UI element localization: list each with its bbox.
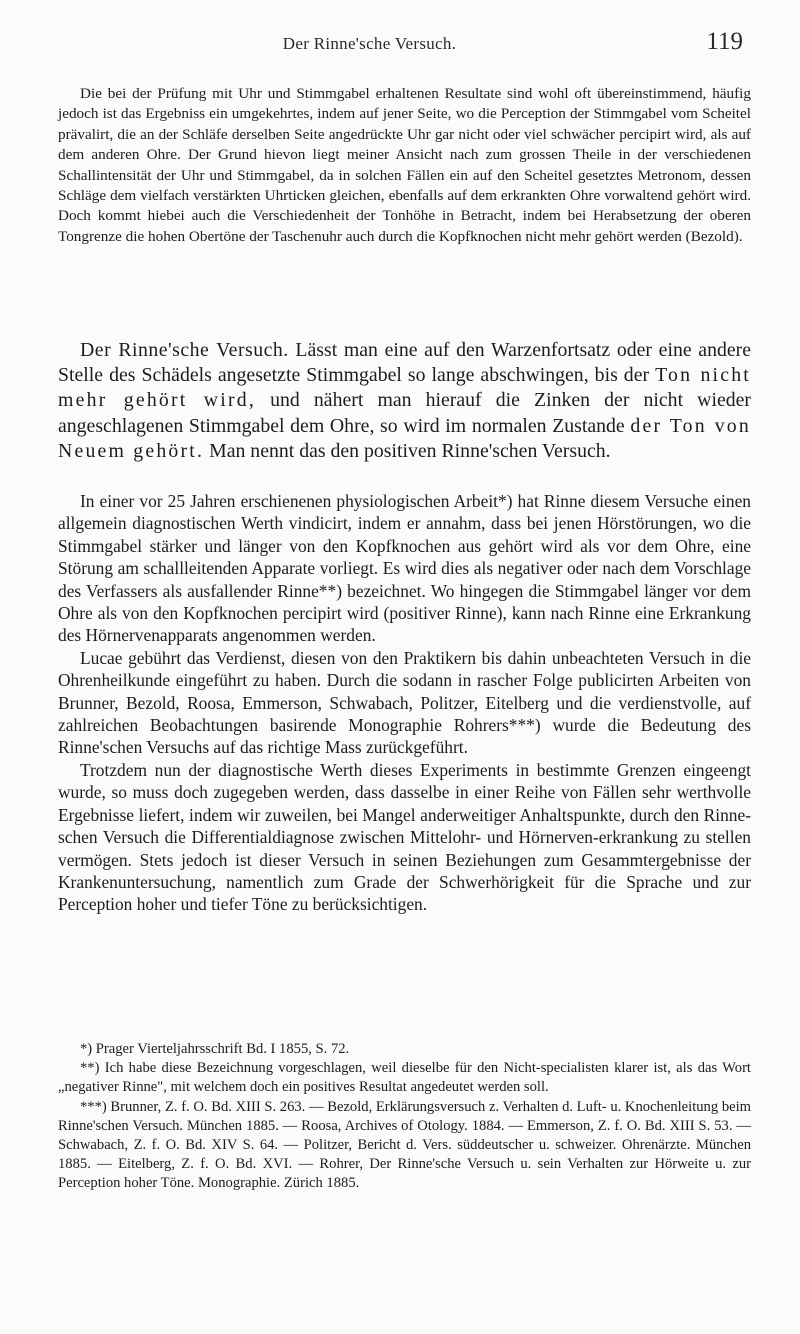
rinne-emphasis-a: Ton nicht mehr gehört wird, <box>58 364 752 412</box>
history-section <box>58 490 751 916</box>
footnotes <box>58 1040 751 1194</box>
rinne-paragraph <box>58 338 751 464</box>
section-heading: Der Rinne'sche Versuch. <box>80 339 289 361</box>
rinne-text-c: Man nennt das den positiven Rinne'schen Versuch. <box>204 439 611 462</box>
history-paragraph-3: Trotzdem nun der diagnostische Werth dieses Experiments in bestimmte Grenzen eingeengt wurde, so muss doch zugegeben werden, dass dasselbe in einer Reihe von Fällen sehr werthvolle Ergebnisse liefert, indem wir zuweilen, bei Mangel anderweitiger Anhaltspunkte, durch den Rinne-schen Versuch die Differentialdiagnose zwischen Mittelohr- und Hörnerven-erkrankung zu stellen vermögen. Stets jedoch ist dieser Versuch in seinen Beziehungen zum Gesammtergebnisse der Krankenuntersuchung, namentlich zum Grade der Schwerhörigkeit für die Sprache und zur Perception hoher und tiefer Töne zu berücksichtigen. <box>58 759 751 915</box>
intro-paragraph <box>58 84 751 247</box>
rinne-section <box>58 338 751 464</box>
footnote-2: **) Ich habe diese Bezeichnung vorgeschlagen, weil dieselbe für den Nicht-specialisten klarer ist, als das Wort „negativer Rinne", mit welchem doch ein positives Resultat angedeutet werden soll. <box>58 1060 751 1096</box>
rinne-emphasis-b: der Ton von Neuem gehört. <box>58 414 751 462</box>
history-paragraph-1: In einer vor 25 Jahren erschienenen physiologischen Arbeit*) hat Rinne diesem Versuche einen allgemein diagnostischen Werth vindicirt, indem er annahm, dass bei jenen Hörstörungen, wo die Stimmgabel stärker und länger von den Kopfknochen aus gehört wird als vor dem Ohre, eine Störung am schallleitenden Apparate vorliegt. Es wird dies als negativer oder nach dem Vorschlage des Verfassers als ausfallender Rinne**) bezeichnet. Wo hingegen die Stimmgabel länger vor dem Ohre als von den Kopfknochen percipirt wird (positiver Rinne), kann nach Rinne eine Erkrankung des Hörnervenapparats angenommen werden. <box>58 491 751 646</box>
running-title: Der Rinne'sche Versuch. <box>282 34 457 53</box>
rinne-text-a: Lässt man eine auf den Warzenfortsatz oder eine andere Stelle des Schädels angesetzte Stimmgabel so lange abschwingen, bis der <box>58 339 751 387</box>
intro-text: Die bei der Prüfung mit Uhr und Stimmgabel erhaltenen Resultate sind wohl oft übereinstimmend, häufig jedoch ist das Ergebniss ein umgekehrtes, indem auf jener Seite, wo die Perception der Stimmgabel vom Scheitel prävalirt, die an der Schläfe derselben Seite angedrückte Uhr gar nicht oder viel schwächer percipirt wird, als auf dem anderen Ohre. Der Grund hievon liegt meiner Ansicht nach zum grossen Theile in der verschiedenen Schallintensität der Uhr und Stimmgabel, da in solchen Fällen ein auf den Scheitel gesetztes Metronom, dessen Schläge dem vielfach verstärkten Uhrticken gleichen, ebenfalls auf dem erkrankten Ohre vorwaltend gehört wird. Doch kommt hiebei auch die Verschiedenheit der Tonhöhe in Betracht, indem bei Herabsetzung der oberen Tongrenze die hohen Obertöne der Taschenuhr auch durch die Kopfknochen nicht mehr gehört werden (Bezold). <box>58 85 751 245</box>
rinne-text-b: und nähert man hierauf die Zinken der nicht wieder angeschlagenen Stimmgabel dem Ohre, so wird im normalen Zustande <box>58 389 751 437</box>
page-number: 119 <box>706 28 743 55</box>
history-paragraph-2: Lucae gebührt das Verdienst, diesen von den Praktikern bis dahin unbeachteten Versuch in die Ohrenheilkunde eingeführt zu haben. Durch die sodann in rascher Folge publicirten Arbeiten von Brunner, Bezold, Roosa, Emmerson, Schwabach, Politzer, Eitelberg und die verdienstvolle, auf zahlreichen Beobachtungen basirende Monographie Rohrers***) wurde die Bedeutung des Rinne'schen Versuchs auf das richtige Mass zurückgeführt. <box>58 647 751 758</box>
footnote-1: *) Prager Vierteljahrsschrift Bd. I 1855, S. 72. <box>80 1041 350 1057</box>
footnote-3: ***) Brunner, Z. f. O. Bd. XIII S. 263. — Bezold, Erklärungsversuch z. Verhalten d. Luft- u. Knochenleitung beim Rinne'schen Versuch. München 1885. — Roosa, Archives of Otology. 1884. — Emmerson, Z. f. O. Bd. XIII S. 53. — Schwabach, Z. f. O. Bd. XIV S. 64. — Politzer, Bericht d. Vers. süddeutscher u. schweizer. Ohrenärzte. München 1885. — Eitelberg, Z. f. O. Bd. XVI. — Rohrer, Der Rinne'sche Versuch u. sein Verhalten zur Hörweite u. zur Perception hoher Töne. Monographie. Zürich 1885. <box>58 1098 751 1192</box>
running-header <box>58 24 751 64</box>
